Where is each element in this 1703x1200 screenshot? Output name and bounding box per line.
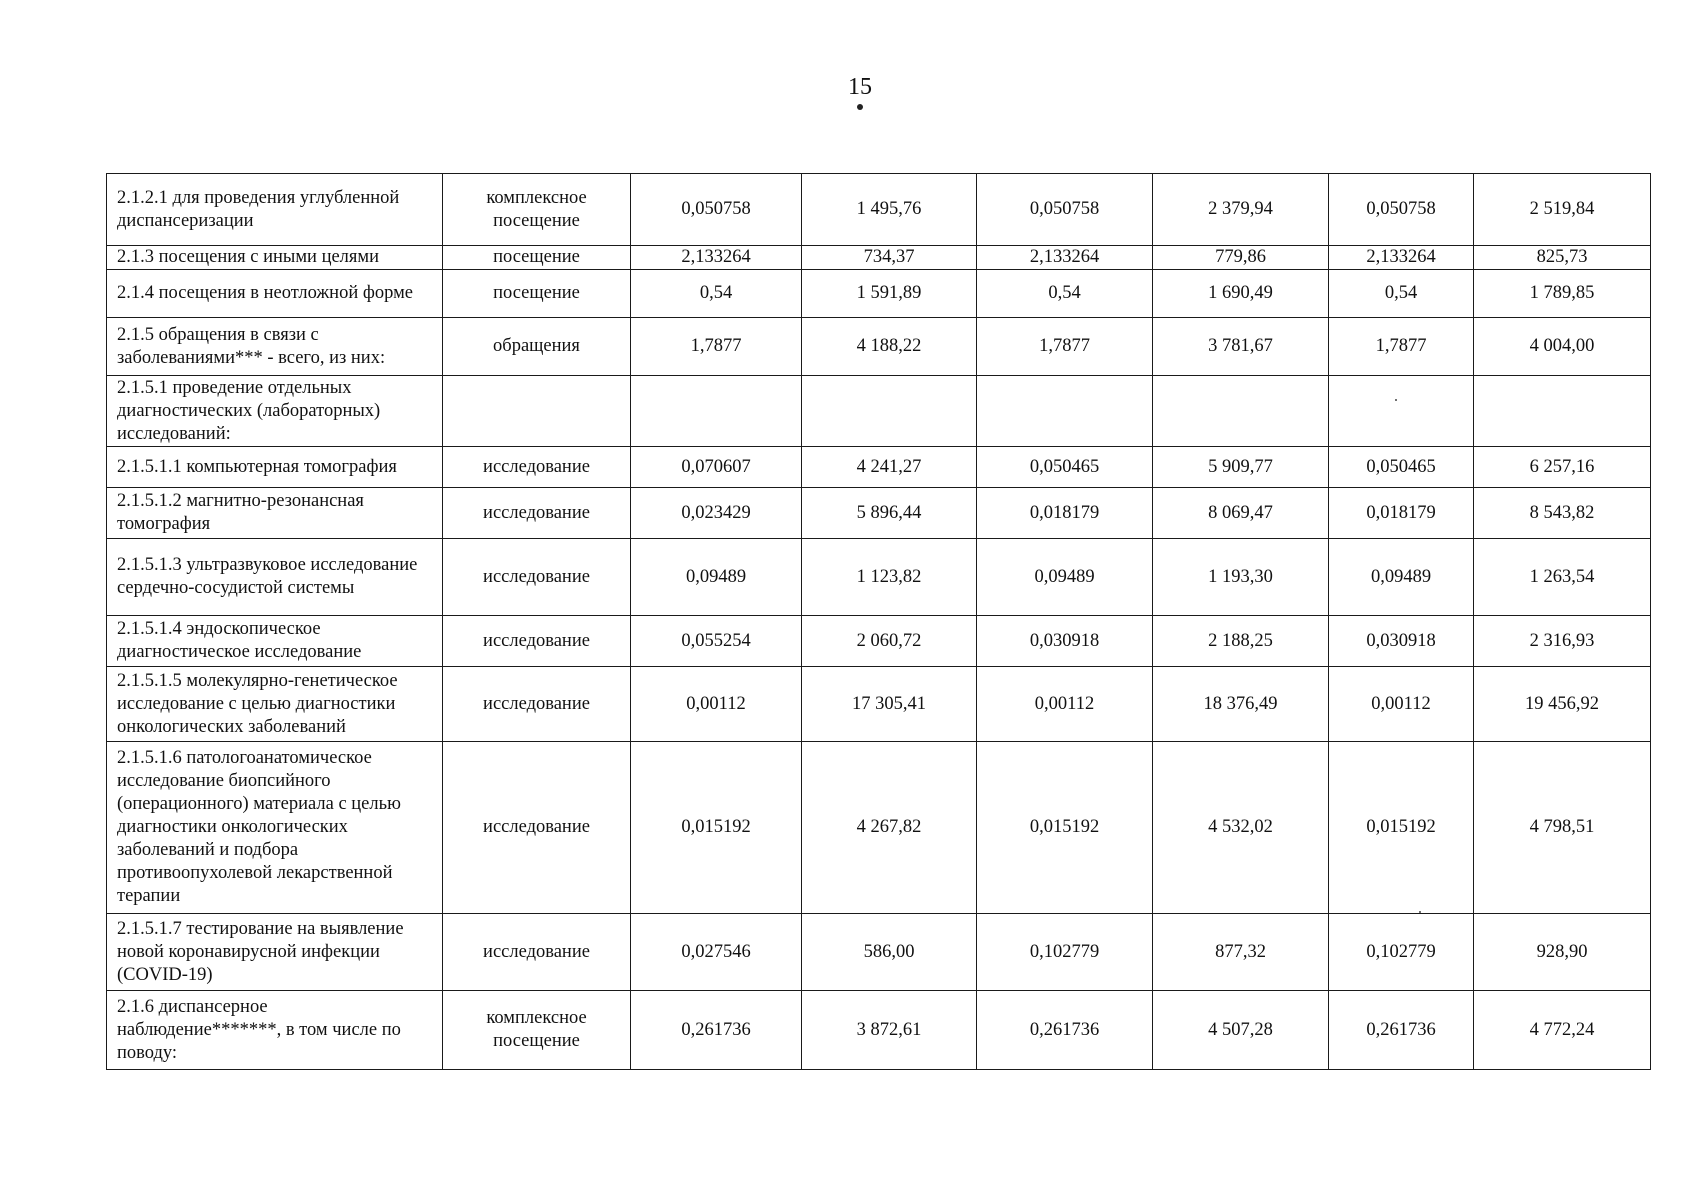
row-value-cell: 4 004,00 [1474,318,1651,376]
table-row [107,742,1651,914]
row-value-cell: 4 267,82 [802,742,977,914]
row-value-cell [977,376,1153,447]
row-value-cell [802,376,977,447]
table-row [107,447,1651,488]
row-name-cell: 2.1.5.1.3 ультразвуковое исследование сердечно-сосудистой системы [107,539,443,616]
row-value-cell: 0,00112 [977,667,1153,742]
row-unit-cell: исследование [443,667,631,742]
row-name-cell: 2.1.4 посещения в неотложной форме [107,270,443,318]
row-value-cell: 0,261736 [1329,991,1474,1070]
row-value-cell: 5 896,44 [802,488,977,539]
row-value-cell: 0,027546 [631,914,802,991]
row-value-cell: 3 872,61 [802,991,977,1070]
row-value-cell [1474,376,1651,447]
row-name-cell: 2.1.5.1 проведение отдельных диагностических (лабораторных) исследований: [107,376,443,447]
row-value-cell: 0,261736 [631,991,802,1070]
row-value-cell: 1 495,76 [802,174,977,246]
row-value-cell: 2,133264 [977,246,1153,270]
row-name-cell: 2.1.5 обращения в связи с заболеваниями*** - всего, из них: [107,318,443,376]
row-value-cell [631,376,802,447]
row-value-cell: 0,261736 [977,991,1153,1070]
page-number: 15 [848,74,872,100]
data-table [106,173,1651,1070]
row-unit-cell: комплексное посещение [443,991,631,1070]
row-value-cell [1329,376,1474,447]
row-value-cell: 2,133264 [631,246,802,270]
row-value-cell: 0,050465 [1329,447,1474,488]
row-value-cell: 877,32 [1153,914,1329,991]
row-value-cell: 4 798,51 [1474,742,1651,914]
row-unit-cell: комплексное посещение [443,174,631,246]
table-row [107,667,1651,742]
row-unit-cell: посещение [443,270,631,318]
row-unit-cell: посещение [443,246,631,270]
row-value-cell: 0,030918 [1329,616,1474,667]
table-row [107,616,1651,667]
row-name-cell: 2.1.3 посещения с иными целями [107,246,443,270]
row-value-cell: 1 789,85 [1474,270,1651,318]
row-value-cell: 0,015192 [1329,742,1474,914]
row-value-cell: 4 772,24 [1474,991,1651,1070]
row-value-cell: 0,015192 [631,742,802,914]
row-value-cell: 3 781,67 [1153,318,1329,376]
row-value-cell: 2 379,94 [1153,174,1329,246]
row-value-cell: 1 263,54 [1474,539,1651,616]
table-body [107,174,1651,1070]
row-name-cell: 2.1.5.1.2 магнитно-резонансная томография [107,488,443,539]
row-value-cell: 825,73 [1474,246,1651,270]
row-value-cell: 2 060,72 [802,616,977,667]
table-row [107,991,1651,1070]
row-value-cell: 734,37 [802,246,977,270]
row-value-cell: 19 456,92 [1474,667,1651,742]
row-value-cell: 2 519,84 [1474,174,1651,246]
stray-dot [1395,399,1397,401]
row-value-cell: 0,050758 [1329,174,1474,246]
row-value-cell: 586,00 [802,914,977,991]
row-value-cell: 0,050465 [977,447,1153,488]
row-value-cell [1153,376,1329,447]
row-unit-cell: исследование [443,488,631,539]
row-value-cell: 0,018179 [1329,488,1474,539]
row-value-cell: 0,050758 [977,174,1153,246]
row-value-cell: 0,030918 [977,616,1153,667]
row-unit-cell [443,376,631,447]
row-value-cell: 4 507,28 [1153,991,1329,1070]
row-value-cell: 17 305,41 [802,667,977,742]
row-value-cell: 6 257,16 [1474,447,1651,488]
row-value-cell: 8 069,47 [1153,488,1329,539]
row-value-cell: 928,90 [1474,914,1651,991]
table-row [107,539,1651,616]
row-value-cell: 0,00112 [631,667,802,742]
table-row [107,914,1651,991]
row-value-cell: 5 909,77 [1153,447,1329,488]
row-unit-cell: исследование [443,539,631,616]
row-value-cell: 0,023429 [631,488,802,539]
row-value-cell: 1,7877 [977,318,1153,376]
row-value-cell: 0,018179 [977,488,1153,539]
row-name-cell: 2.1.2.1 для проведения углубленной диспансеризации [107,174,443,246]
table-row [107,246,1651,270]
row-name-cell: 2.1.5.1.1 компьютерная томография [107,447,443,488]
row-value-cell: 1 591,89 [802,270,977,318]
row-value-cell: 1 193,30 [1153,539,1329,616]
row-value-cell: 0,070607 [631,447,802,488]
row-value-cell: 779,86 [1153,246,1329,270]
row-name-cell: 2.1.6 диспансерное наблюдение*******, в том числе по поводу: [107,991,443,1070]
row-value-cell: 0,00112 [1329,667,1474,742]
row-value-cell: 0,050758 [631,174,802,246]
row-value-cell: 0,09489 [631,539,802,616]
row-value-cell: 4 241,27 [802,447,977,488]
row-value-cell: 0,055254 [631,616,802,667]
table-row [107,318,1651,376]
page-mark [857,104,863,110]
table-row [107,270,1651,318]
row-value-cell: 4 188,22 [802,318,977,376]
row-value-cell: 1,7877 [631,318,802,376]
row-unit-cell: исследование [443,914,631,991]
row-value-cell: 0,09489 [977,539,1153,616]
row-name-cell: 2.1.5.1.4 эндоскопическое диагностическое исследование [107,616,443,667]
table-row [107,376,1651,447]
row-value-cell: 0,102779 [1329,914,1474,991]
row-unit-cell: исследование [443,742,631,914]
row-value-cell: 0,015192 [977,742,1153,914]
row-name-cell: 2.1.5.1.5 молекулярно-генетическое исследование с целью диагностики онкологических заболеваний [107,667,443,742]
table-row [107,174,1651,246]
row-value-cell: 1 123,82 [802,539,977,616]
row-name-cell: 2.1.5.1.7 тестирование на выявление новой коронавирусной инфекции (COVID-19) [107,914,443,991]
row-value-cell: 8 543,82 [1474,488,1651,539]
row-value-cell: 1 690,49 [1153,270,1329,318]
row-value-cell: 2 188,25 [1153,616,1329,667]
row-value-cell: 4 532,02 [1153,742,1329,914]
row-unit-cell: исследование [443,447,631,488]
row-value-cell: 0,54 [1329,270,1474,318]
row-value-cell: 1,7877 [1329,318,1474,376]
row-value-cell: 0,54 [631,270,802,318]
row-unit-cell: обращения [443,318,631,376]
row-value-cell: 0,54 [977,270,1153,318]
row-value-cell: 0,102779 [977,914,1153,991]
row-value-cell: 18 376,49 [1153,667,1329,742]
stray-dot [1419,911,1421,913]
row-value-cell: 0,09489 [1329,539,1474,616]
row-name-cell: 2.1.5.1.6 патологоанатомическое исследование биопсийного (операционного) материала с целью диагностики онкологических заболеваний и подбора противоопухолевой лекарственной терапии [107,742,443,914]
row-value-cell: 2,133264 [1329,246,1474,270]
row-value-cell: 2 316,93 [1474,616,1651,667]
row-unit-cell: исследование [443,616,631,667]
table-row [107,488,1651,539]
